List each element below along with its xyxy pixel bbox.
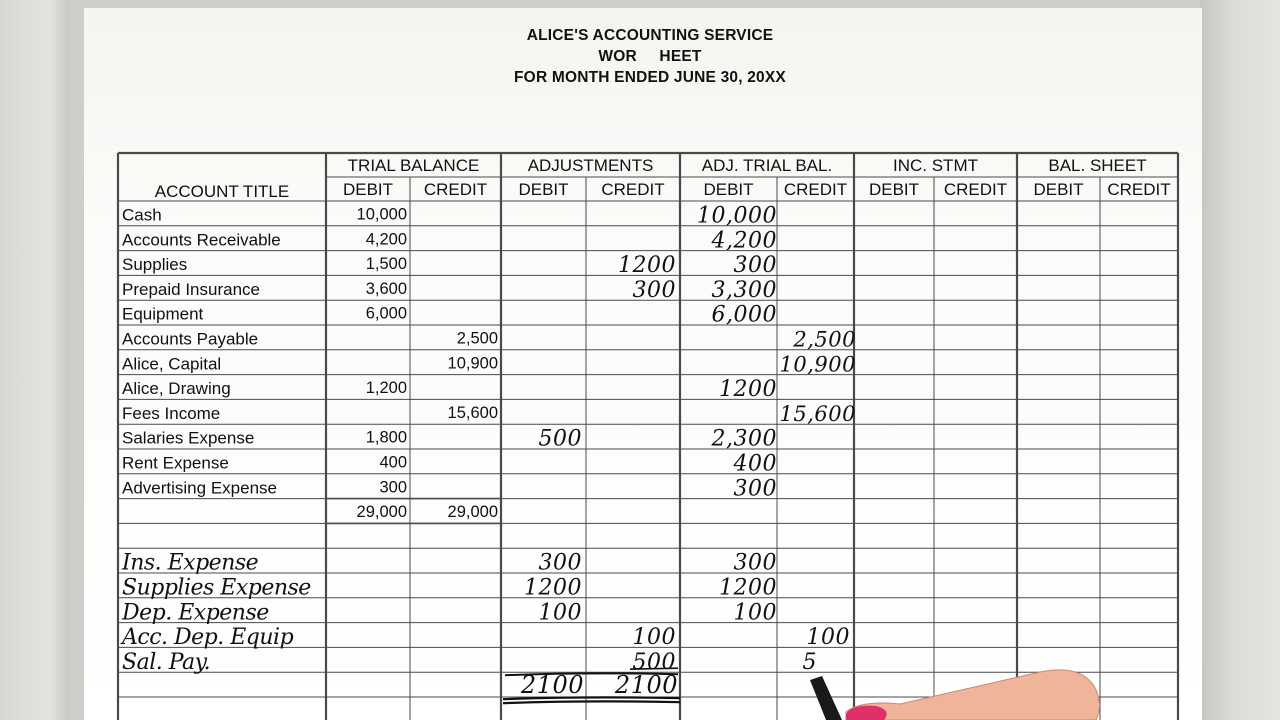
credit-subheader: CREDIT: [601, 180, 665, 199]
account-name: Accounts Payable: [122, 329, 259, 349]
adjustment-credit: 300: [632, 277, 676, 303]
adjustment-credit: 500: [632, 649, 676, 675]
adjustment-debit: 1200: [524, 575, 582, 601]
credit-subheader: CREDIT: [943, 180, 1008, 199]
adj-trial-balance-debit: 400: [733, 451, 777, 477]
debit-subheader: DEBIT: [518, 180, 569, 199]
adj-trial-balance-debit: 1200: [719, 575, 777, 601]
handwritten-account-name: Dep. Expense: [122, 600, 269, 626]
adj-trial-balance-credit: 2,500: [793, 327, 856, 352]
adj-trial-balance-debit: 300: [733, 253, 777, 279]
trial-balance-debit: 10,000: [356, 205, 407, 224]
trial-balance-credit: 15,600: [447, 403, 498, 422]
adjustment-credit: 100: [632, 625, 676, 651]
account-name: Salaries Expense: [122, 428, 255, 448]
adj-trial-balance-credit: 10,900: [779, 352, 856, 377]
credit-subheader: CREDIT: [423, 180, 488, 199]
trial-balance-credit: 10,900: [447, 354, 498, 373]
account-name: Fees Income: [122, 403, 221, 423]
trial-balance-debit-total: 29,000: [356, 503, 407, 522]
account-name: Alice, Drawing: [122, 379, 231, 399]
adj-trial-balance-credit: 15,600: [779, 401, 856, 426]
adj-trial-balance-debit: 4,200: [711, 228, 777, 254]
handwritten-account-name: Acc. Dep. Equip: [122, 625, 294, 651]
account-name: Equipment: [122, 304, 204, 324]
adjustment-credit: 1200: [618, 253, 676, 279]
adjustment-debit-total: 2100: [520, 671, 584, 700]
debit-subheader: DEBIT: [703, 180, 754, 199]
company-name: ALICE'S ACCOUNTING SERVICE: [526, 27, 774, 44]
adj-trial-balance-debit: 3,300: [711, 277, 777, 303]
account-name: Accounts Receivable: [122, 230, 281, 250]
trial-balance-debit: 1,800: [365, 428, 407, 447]
adjustment-credit-total: 2100: [614, 671, 678, 700]
account-name: Cash: [122, 205, 162, 225]
adj-trial-balance-debit: 2,300: [711, 426, 777, 452]
account-name: Advertising Expense: [122, 478, 277, 498]
adj-trial-balance-credit: 5: [802, 649, 817, 675]
trial-balance-debit: 6,000: [365, 304, 407, 323]
debit-subheader: DEBIT: [1033, 180, 1084, 199]
adjustment-debit: 100: [538, 600, 582, 626]
account-title-header: ACCOUNT TITLE: [154, 182, 290, 201]
group-header: ADJUSTMENTS: [527, 156, 654, 175]
pen-tip-image: [810, 676, 842, 720]
adj-trial-balance-debit: 300: [733, 476, 777, 502]
adj-trial-balance-debit: 1200: [719, 377, 777, 403]
group-header: ADJ. TRIAL BAL.: [701, 156, 833, 175]
trial-balance-debit: 3,600: [365, 279, 407, 298]
trial-balance-debit: 1,200: [365, 379, 407, 398]
adj-trial-balance-debit: 6,000: [711, 302, 777, 328]
period-line: FOR MONTH ENDED JUNE 30, 20XX: [514, 69, 786, 86]
adjustment-debit: 300: [538, 550, 582, 576]
adjustment-debit: 500: [538, 426, 582, 452]
account-name: Prepaid Insurance: [122, 279, 260, 299]
trial-balance-debit: 4,200: [365, 230, 407, 249]
debit-subheader: DEBIT: [868, 180, 920, 199]
account-name: Rent Expense: [122, 453, 229, 473]
trial-balance-debit: 400: [379, 453, 407, 472]
adjustment-total-double-rule: [503, 701, 680, 703]
trial-balance-debit: 300: [379, 478, 407, 497]
account-name: Supplies: [122, 255, 188, 275]
handwritten-account-name: Supplies Expense: [122, 575, 311, 601]
group-header: INC. STMT: [893, 156, 978, 175]
adj-trial-balance-debit: 10,000: [697, 203, 777, 229]
trial-balance-debit: 1,500: [365, 255, 407, 274]
credit-subheader: CREDIT: [1107, 180, 1171, 199]
trial-balance-credit-total: 29,000: [447, 503, 498, 522]
adj-trial-balance-debit: 300: [733, 550, 777, 576]
account-name: Alice, Capital: [122, 354, 222, 374]
credit-subheader: CREDIT: [783, 180, 848, 199]
debit-subheader: DEBIT: [342, 180, 394, 199]
worksheet-title: WOR HEET: [598, 48, 702, 65]
handwritten-account-name: Ins. Expense: [122, 550, 259, 576]
adj-trial-balance-credit: 100: [806, 625, 850, 651]
credit-column-underline: [630, 668, 678, 669]
handwritten-account-name: Sal. Pay.: [122, 649, 211, 675]
group-header: BAL. SHEET: [1048, 156, 1147, 175]
trial-balance-credit: 2,500: [456, 329, 498, 348]
adj-trial-balance-debit: 100: [733, 600, 777, 626]
group-header: TRIAL BALANCE: [347, 156, 480, 175]
